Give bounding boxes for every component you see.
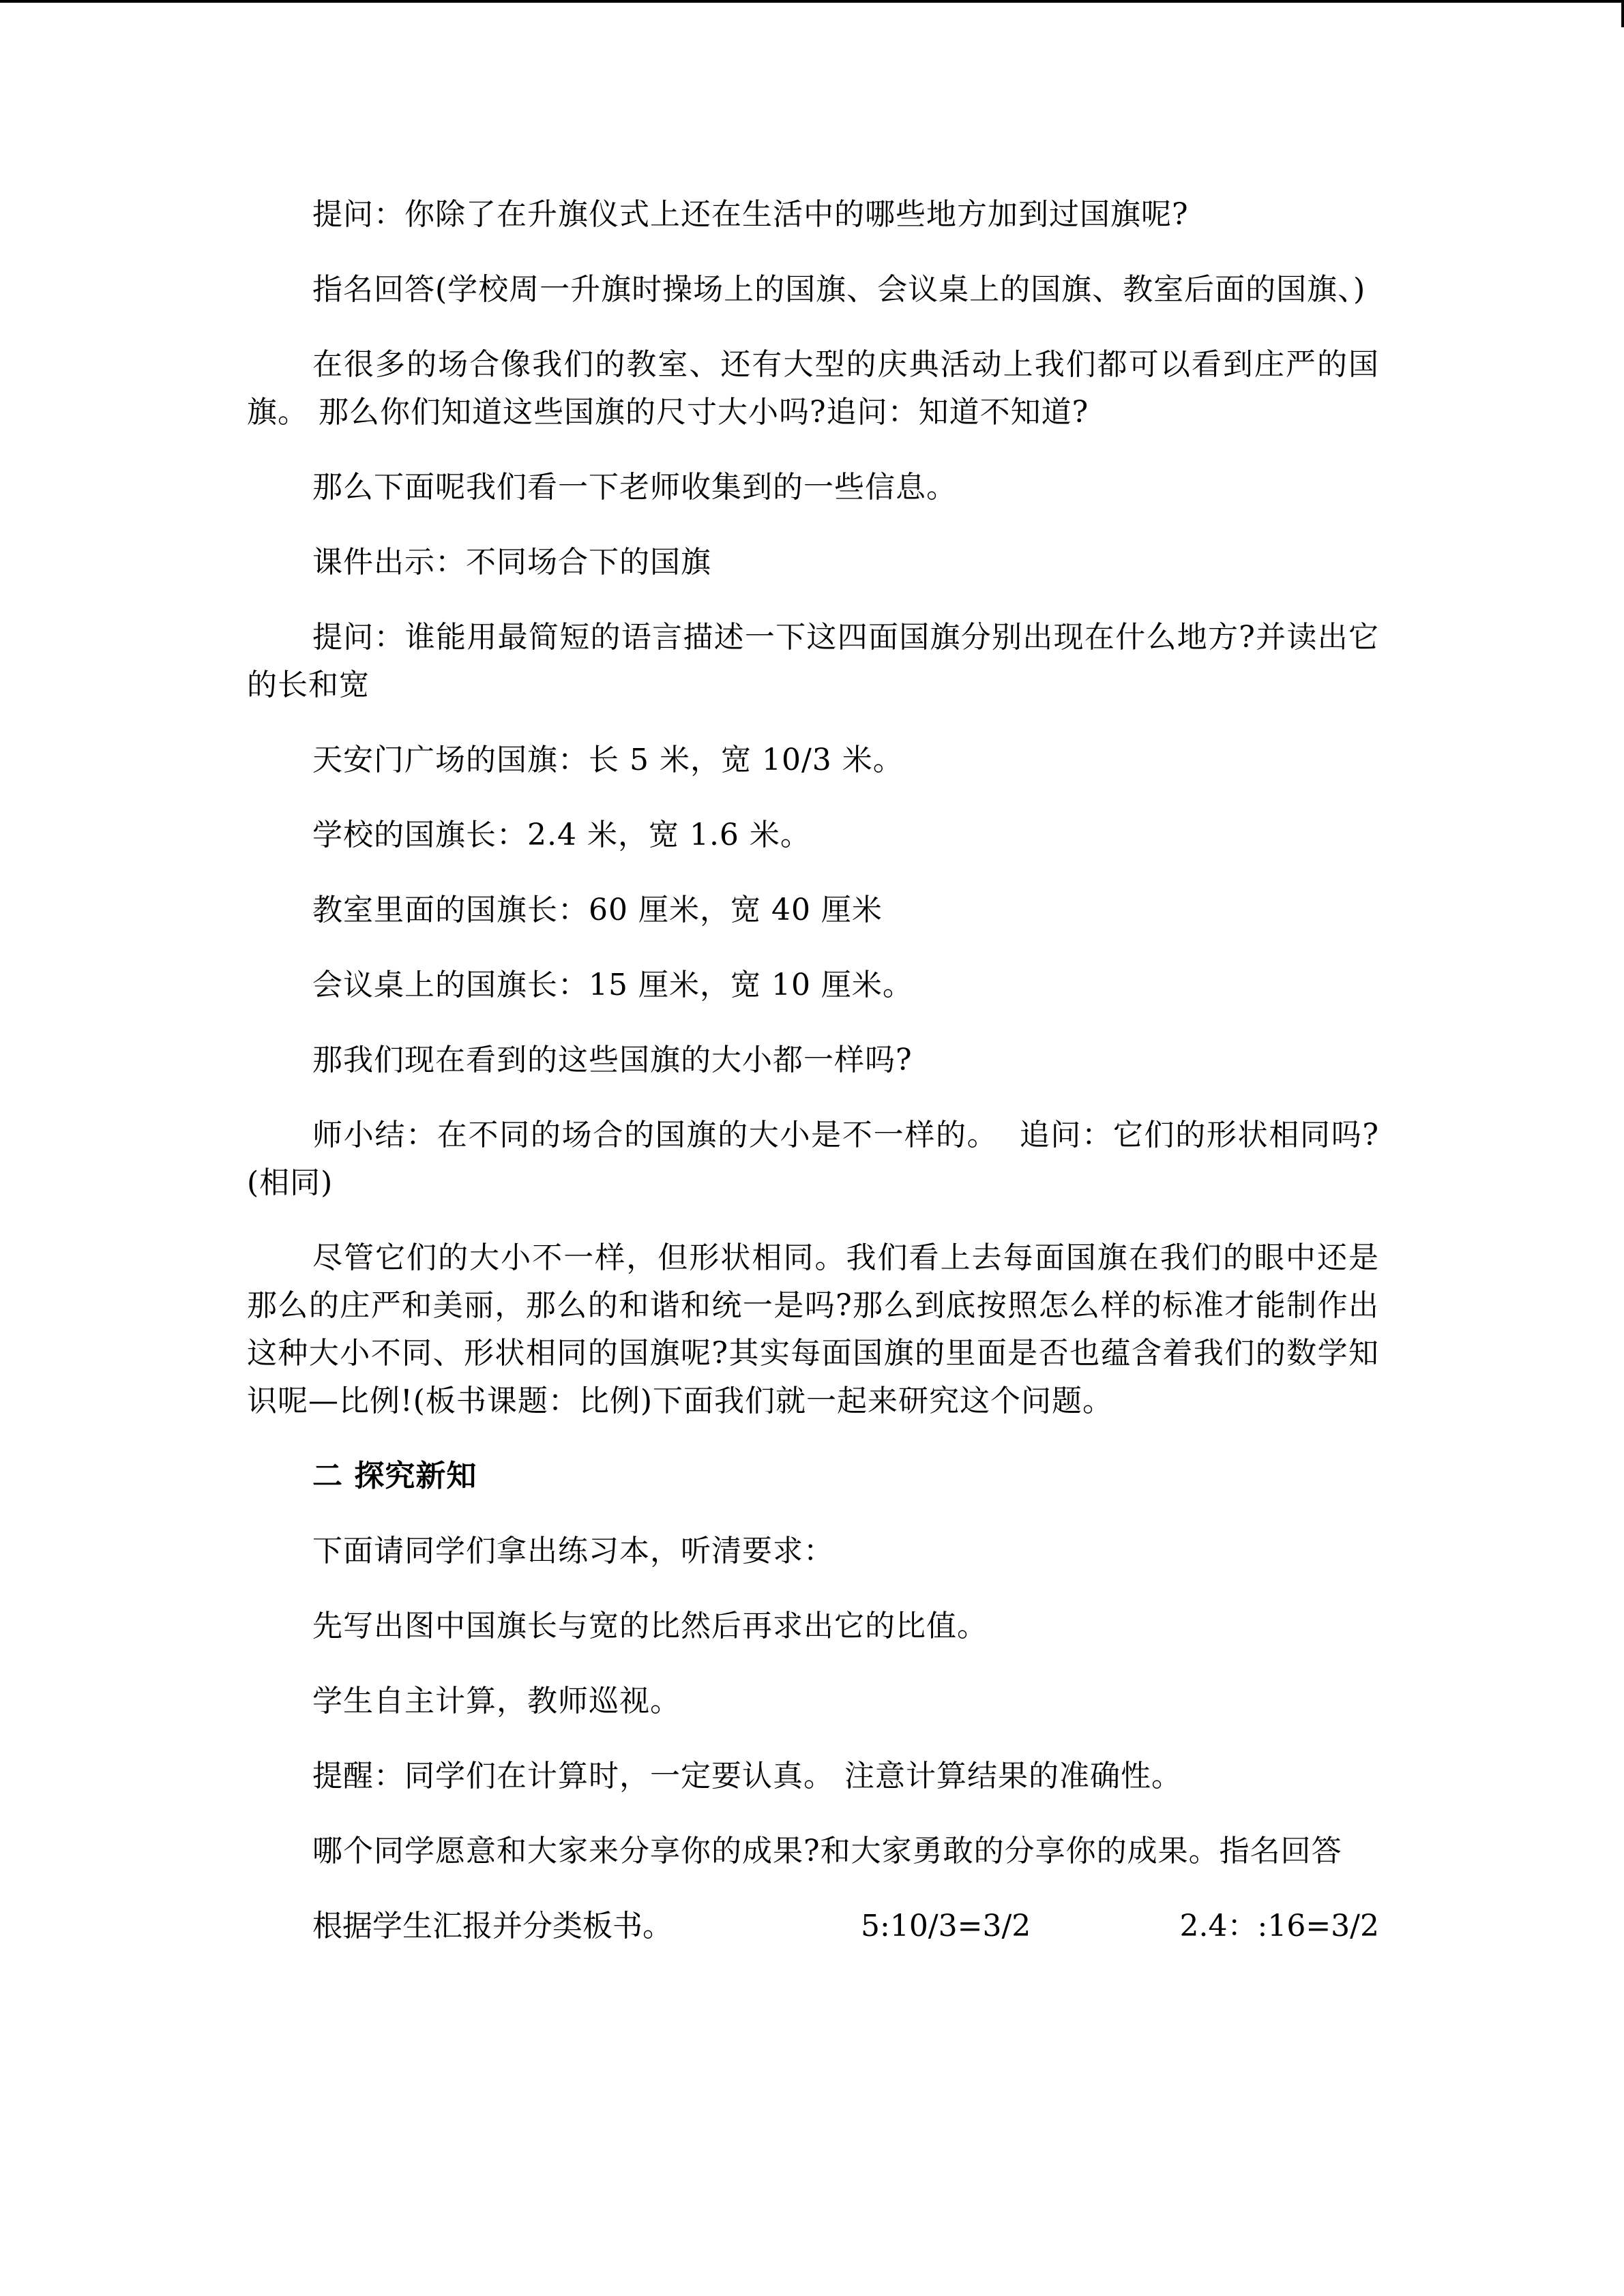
board-notes-lead: 根据学生汇报并分类板书。: [312, 1909, 673, 1943]
ratio-formula: 5:10/3=3/2: [861, 1909, 1031, 1943]
paragraph: 先写出图中国旗长与宽的比然后再求出它的比值。: [312, 1609, 988, 1643]
paragraph: 教室里面的国旗长：60 厘米，宽 40 厘米: [312, 893, 883, 927]
paragraph: 在很多的场合像我们的教室、还有大型的庆典活动上我们都可以看到庄严的国旗。 那么你们知道这些国旗的尺寸大小吗?追问：知道不知道?: [247, 347, 1379, 430]
paragraph: 会议桌上的国旗长：15 厘米，宽 10 厘米。: [312, 968, 913, 1002]
paragraph: 下面请同学们拿出练习本，听清要求：: [312, 1534, 834, 1568]
paragraph: 提问：谁能用最简短的语言描述一下这四面国旗分别出现在什么地方?并读出它的长和宽: [247, 620, 1379, 702]
paragraph: 指名回答(学校周一升旗时操场上的国旗、会议桌上的国旗、教室后面的国旗、): [312, 272, 1366, 307]
paragraph: 天安门广场的国旗：长 5 米，宽 10/3 米。: [312, 743, 904, 777]
document-body: [247, 191, 1379, 1950]
page-top-border: [0, 0, 1624, 3]
paragraph: 师小结：在不同的场合的国旗的大小是不一样的。 追问：它们的形状相同吗?(相同): [247, 1118, 1379, 1200]
paragraph: 那么下面呢我们看一下老师收集到的一些信息。: [312, 470, 957, 505]
board-notes-line: [247, 1903, 1379, 1950]
paragraph: 提醒：同学们在计算时，一定要认真。 注意计算结果的准确性。: [312, 1759, 1182, 1793]
paragraph: 尽管它们的大小不一样，但形状相同。我们看上去每面国旗在我们的眼中还是那么的庄严和美丽，那么的和谐和统一是吗?那么到底按照怎么样的标准才能制作出这种大小不同、形状相同的国旗呢?其实每面国旗的里面是否也蕴含着我们的数学知识呢—比例!(板书课题：比例)下面我们就一起来研究这个问题。: [247, 1240, 1379, 1418]
paragraph: 那我们现在看到的这些国旗的大小都一样吗?: [312, 1043, 913, 1077]
ratio-formula: 2.4：:16=3/2: [1179, 1909, 1379, 1943]
paragraph: 课件出示：不同场合下的国旗: [312, 545, 711, 580]
paragraph: 学生自主计算，教师巡视。: [312, 1684, 681, 1718]
page-corner-mark: [1621, 0, 1624, 27]
paragraph: 哪个同学愿意和大家来分享你的成果?和大家勇敢的分享你的成果。指名回答: [312, 1834, 1342, 1868]
paragraph: 提问：你除了在升旗仪式上还在生活中的哪些地方加到过国旗呢?: [312, 197, 1189, 232]
section-heading: 二 探究新知: [312, 1459, 477, 1493]
paragraph: 学校的国旗长：2.4 米，宽 1.6 米。: [312, 818, 811, 852]
